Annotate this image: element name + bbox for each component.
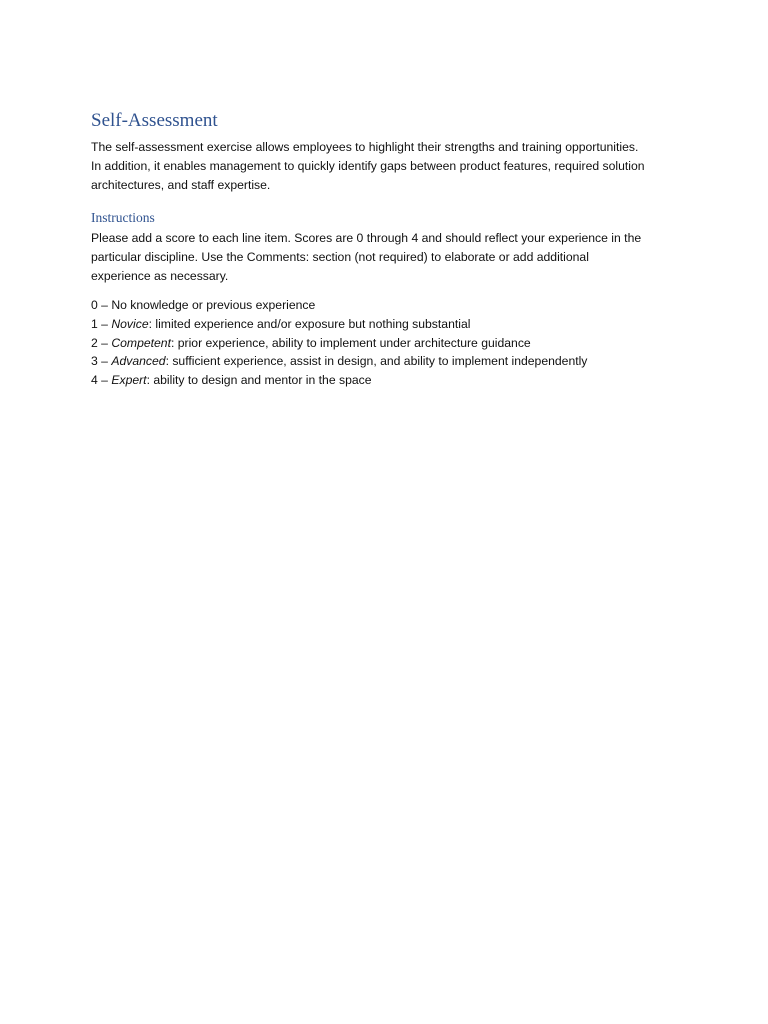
intro-paragraph xyxy=(91,138,691,195)
level-prefix: 1 – xyxy=(91,316,112,331)
level-prefix: 3 – xyxy=(91,354,112,369)
level-prefix: 2 – xyxy=(91,335,112,350)
intro-line: The self-assessment exercise allows employees to highlight their strengths and training opportunities. xyxy=(91,140,639,154)
intro-line: In addition, it enables management to quickly identify gaps between product features, required solution xyxy=(91,159,645,173)
instructions-line: experience as necessary. xyxy=(91,269,229,283)
instructions-line: Please add a score to each line item. Scores are 0 through 4 and should reflect your experience in the xyxy=(91,231,642,245)
page-title: Self-Assessment xyxy=(91,110,218,131)
level-term: Advanced xyxy=(111,354,166,369)
level-term: Novice xyxy=(111,316,149,331)
level-prefix: 4 – xyxy=(91,373,112,388)
level-description: : prior experience, ability to implement under architecture guidance xyxy=(170,335,531,350)
intro-line: architectures, and staff expertise. xyxy=(91,178,271,192)
score-level-item xyxy=(91,371,691,390)
score-level-list xyxy=(91,296,691,390)
score-level-item xyxy=(91,352,691,371)
level-term: Competent xyxy=(111,335,171,350)
score-level-item xyxy=(91,334,691,353)
instructions-heading: Instructions xyxy=(91,210,155,225)
score-level-item xyxy=(91,296,691,315)
instructions-line: particular discipline. Use the Comments: section (not required) to elaborate or add additional xyxy=(91,250,589,264)
level-description: : ability to design and mentor in the space xyxy=(146,373,372,388)
instructions-paragraph xyxy=(91,229,691,286)
level-description: : sufficient experience, assist in design, and ability to implement independently xyxy=(165,354,588,369)
document-page xyxy=(91,108,691,390)
level-description: : limited experience and/or exposure but nothing substantial xyxy=(148,316,471,331)
score-level-item xyxy=(91,315,691,334)
level-description: No knowledge or previous experience xyxy=(111,298,316,312)
level-prefix: 0 – xyxy=(91,298,112,312)
level-term: Expert xyxy=(111,373,147,388)
